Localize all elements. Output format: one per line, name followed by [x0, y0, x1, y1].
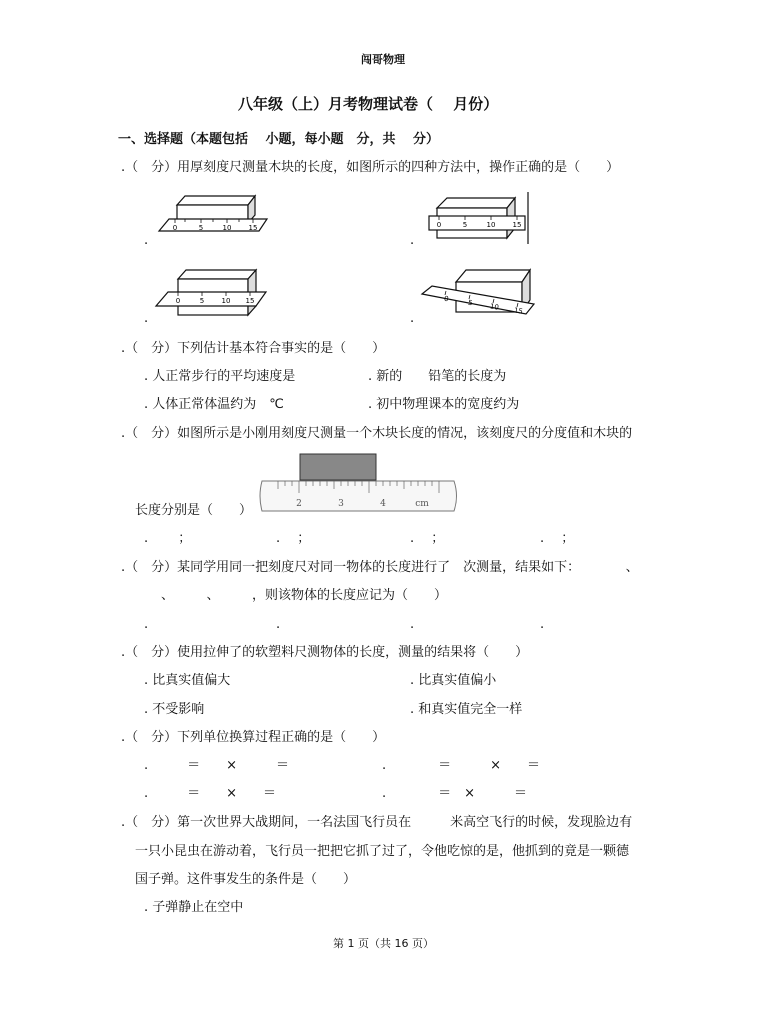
- q1-figure-b: [425, 190, 535, 246]
- question-4-stem-cont: 、 、 ，则该物体的长度应记为（ ）: [135, 588, 448, 603]
- tick-label: 5: [199, 297, 205, 305]
- page-header: 闯哥物理: [361, 53, 405, 66]
- q1-figure-c: [152, 266, 270, 318]
- question-7-stem-cont2: 国子弹。这件事发生的条件是（ ）: [135, 872, 357, 887]
- tick-label: 15: [245, 297, 255, 305]
- q2-option-a: . 人正常步行的平均速度是: [144, 369, 296, 384]
- q3-option-c: . ；: [410, 531, 445, 546]
- q4-option-a: .: [144, 617, 149, 632]
- ruler-label: 2: [296, 499, 302, 509]
- tick-label: 15: [513, 306, 524, 316]
- question-4-stem: .（ 分）某同学用同一把刻度尺对同一物体的长度进行了 次测量，结果如下： 、: [121, 560, 639, 575]
- ruler-label: 3: [338, 499, 344, 509]
- q2-option-b: . 新的 铅笔的长度为: [368, 369, 507, 384]
- q3-ruler-figure: [258, 451, 463, 519]
- q4-option-b: .: [276, 617, 281, 632]
- tick-label: 15: [248, 224, 258, 232]
- tick-label: 10: [486, 221, 496, 229]
- ruler-label: 4: [380, 499, 386, 509]
- q3-option-b: . ；: [276, 531, 311, 546]
- question-5-stem: .（ 分）使用拉伸了的软塑料尺测物体的长度，测量的结果将（ ）: [121, 645, 529, 660]
- ruler-label: cm: [415, 499, 429, 509]
- tick-label: 0: [436, 221, 442, 229]
- tick-label: 0: [443, 294, 450, 304]
- q5-option-b: . 比真实值偏小: [410, 673, 497, 688]
- q6-option-a: . ＝ × ＝: [144, 758, 290, 773]
- tick-label: 15: [512, 221, 522, 229]
- tick-label: 0: [175, 297, 181, 305]
- question-2-stem: .（ 分）下列估计基本符合事实的是（ ）: [121, 341, 386, 356]
- q3-option-a: . ；: [144, 531, 192, 546]
- tick-label: 10: [222, 224, 232, 232]
- q3-option-d: . ；: [540, 531, 575, 546]
- q4-option-c: .: [410, 617, 415, 632]
- q1-option-c: .: [144, 311, 149, 326]
- page-footer: 第 1 页（共 16 页）: [333, 937, 434, 950]
- question-6-stem: .（ 分）下列单位换算过程正确的是（ ）: [121, 730, 386, 745]
- q5-option-c: . 不受影响: [144, 702, 205, 717]
- tick-label: 10: [221, 297, 231, 305]
- question-3-stem: .（ 分）如图所示是小刚用刻度尺测量一个木块长度的情况，该刻度尺的分度值和木块的: [121, 426, 633, 441]
- tick-label: 0: [172, 224, 178, 232]
- exam-title: 八年级（上）月考物理试卷（ 月份）: [238, 95, 499, 113]
- q1-option-d: .: [410, 311, 415, 326]
- q6-option-b: . ＝ × ＝: [382, 758, 541, 773]
- section-heading: 一、选择题（本题包括 小题，每小题 分，共 分）: [118, 132, 440, 147]
- q7-option-a: . 子弹静止在空中: [144, 900, 244, 915]
- tick-label: 5: [467, 298, 474, 308]
- q1-option-a: .: [144, 233, 149, 248]
- q1-figure-a: [155, 193, 270, 238]
- tick-label: 5: [198, 224, 204, 232]
- q4-option-d: .: [540, 617, 545, 632]
- q2-option-d: . 初中物理课本的宽度约为: [368, 397, 520, 412]
- question-7-stem: .（ 分）第一次世界大战期间，一名法国飞行员在 米高空飞行的时候，发现脸边有: [121, 815, 633, 830]
- question-1-stem: .（ 分）用厚刻度尺测量木块的长度，如图所示的四种方法中，操作正确的是（ ）: [121, 160, 620, 175]
- q1-figure-d: [418, 264, 538, 320]
- tick-label: 10: [489, 302, 500, 312]
- q1-option-b: .: [410, 233, 415, 248]
- q5-option-a: . 比真实值偏大: [144, 673, 231, 688]
- tick-label: 5: [462, 221, 468, 229]
- question-3-stem-cont: 长度分别是（ ）: [135, 503, 253, 518]
- q5-option-d: . 和真实值完全一样: [410, 702, 523, 717]
- q6-option-c: . ＝ × ＝: [144, 786, 277, 801]
- q6-option-d: . ＝ × ＝: [382, 786, 528, 801]
- q2-option-c: . 人体正常体温约为 ℃: [144, 397, 284, 412]
- question-7-stem-cont: 一只小昆虫在游动着，飞行员一把把它抓了过了，令他吃惊的是，他抓到的竟是一颗德: [135, 844, 630, 859]
